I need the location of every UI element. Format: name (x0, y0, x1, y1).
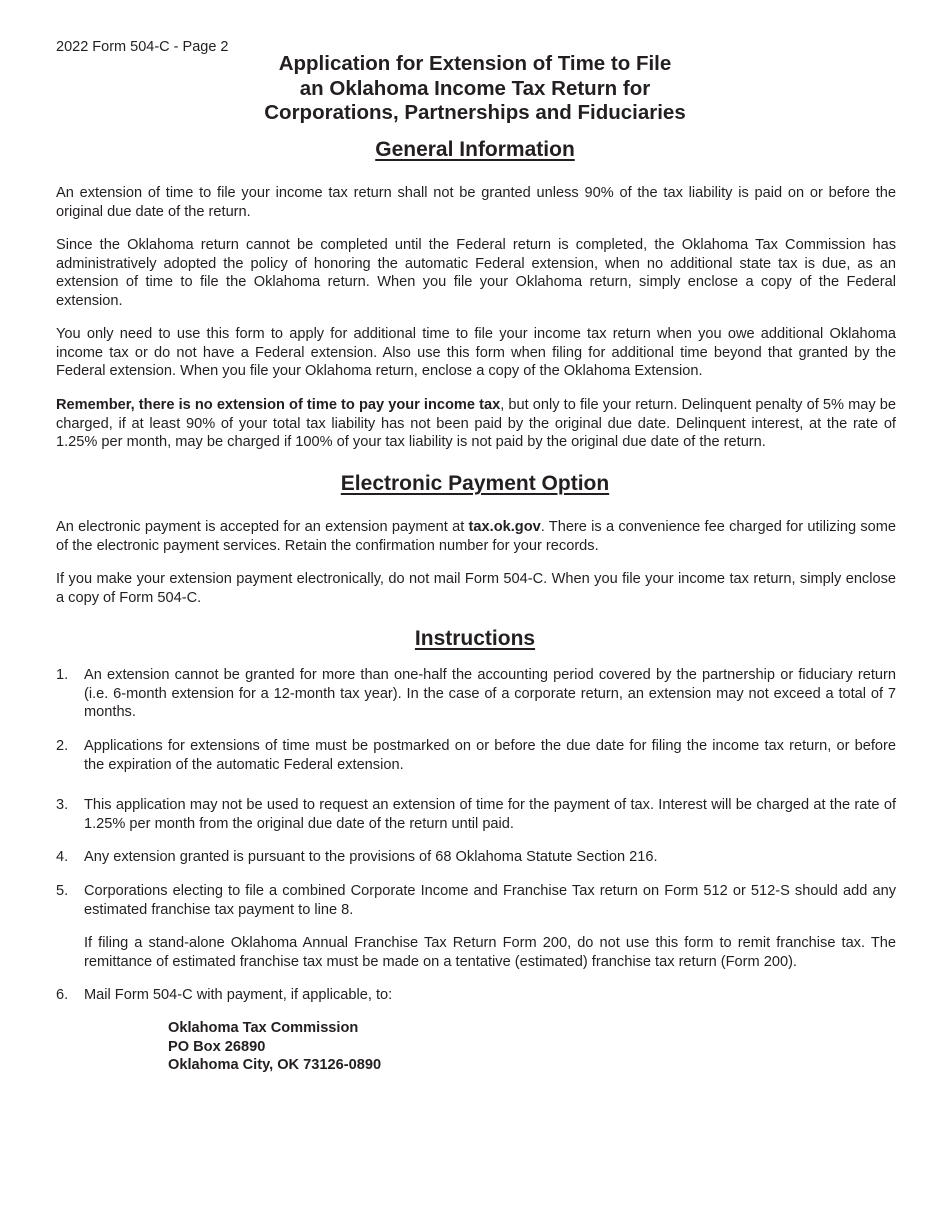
instruction-item-3 (56, 796, 896, 833)
instruction-item-4 (56, 848, 896, 867)
no-extension-to-pay-notice: Remember, there is no extension of time to pay your income tax (56, 397, 501, 413)
electronic-payment-paragraph-1 (56, 518, 896, 555)
title-line-2: an Oklahoma Income Tax Return for (299, 76, 651, 100)
mailing-address (168, 1019, 381, 1075)
page-label: 2022 Form 504-C - Page 2 (56, 39, 229, 55)
instruction-number: 1. (56, 667, 69, 683)
general-info-paragraph-4-rest: , but only to file your return. Delinquent penalty of 5% may be charged, if at least 90% of your total tax liability has not been paid by the original due date. Delinquent interest, at the rate of 1.25% per month, may be charged if 100% of your tax liability is not paid by the original due date of the return. (56, 397, 896, 451)
general-info-paragraph-2: Since the Oklahoma return cannot be completed until the Federal return is completed, the Oklahoma Tax Commission has administratively adopted the policy of honoring the automatic Federal extension, when no additional state tax is due, as an extension of time to file the Oklahoma return. When you file your Oklahoma return, simply enclose a copy of the Federal extension. (56, 237, 896, 310)
instruction-item-6 (56, 986, 896, 1005)
form-title (0, 52, 950, 126)
instruction-item-2 (56, 737, 896, 774)
electronic-payment-paragraph-2: If you make your extension payment electronically, do not mail Form 504-C. When you file your income tax return, simply enclose a copy of Form 504-C. (56, 571, 896, 606)
general-info-paragraph-3: You only need to use this form to apply for additional time to file your income tax return when you owe additional Oklahoma income tax or do not have a Federal extension. Also use this form when filing for additional time beyond that granted by the Federal extension. When you file your Oklahoma return, enclose a copy of the Oklahoma Extension. (56, 326, 896, 380)
instruction-number: 2. (56, 738, 69, 754)
instruction-text: Corporations electing to file a combined Corporate Income and Franchise Tax return on Form 512 or 512-S should add any estimated franchise tax payment to line 8. (84, 883, 896, 918)
address-line-1: Oklahoma Tax Commission (168, 1020, 359, 1036)
instructions-heading: Instructions (414, 627, 536, 650)
general-info-paragraph-1: An extension of time to file your income tax return shall not be granted unless 90% of the tax liability is paid on or before the original due date of the return. (56, 185, 896, 220)
address-line-2: PO Box 26890 (168, 1038, 266, 1055)
electronic-payment-heading: Electronic Payment Option (340, 472, 610, 495)
instruction-text: Any extension granted is pursuant to the provisions of 68 Oklahoma Statute Section 216. (84, 849, 658, 865)
tax-ok-gov-link[interactable]: tax.ok.gov (468, 519, 541, 535)
title-line-3: Corporations, Partnerships and Fiduciaries (264, 101, 686, 124)
instruction-item-1 (56, 666, 896, 722)
electronic-payment-text-start: An electronic payment is accepted for an extension payment at (56, 519, 469, 535)
instruction-item-5 (56, 882, 896, 919)
instruction-text: This application may not be used to request an extension of time for the payment of tax. Interest will be charged at the rate of 1.25% per month from the original due date of the return until paid. (84, 797, 896, 832)
title-line-1: Application for Extension of Time to File (278, 52, 672, 75)
electronic-payment-text-end: . There is a convenience fee charged for utilizing some of the electronic payment services. Retain the confirmation number for your records. (56, 519, 897, 554)
instruction-number: 3. (56, 797, 69, 813)
general-info-paragraph-4 (56, 396, 896, 452)
address-line-3: Oklahoma City, OK 73126-0890 (168, 1057, 382, 1074)
instruction-number: 4. (56, 849, 69, 865)
instruction-text: Applications for extensions of time must be postmarked on or before the due date for filing the income tax return, or before the expiration of the automatic Federal extension. (84, 738, 896, 773)
instruction-number: 6. (56, 987, 69, 1003)
instruction-item-5-franchise-note: If filing a stand-alone Oklahoma Annual Franchise Tax Return Form 200, do not use this form to remit franchise tax. The remittance of estimated franchise tax must be made on a tentative (estimated) franchise tax return (Form 200). (84, 935, 896, 970)
instruction-text: Mail Form 504-C with payment, if applicable, to: (84, 987, 393, 1003)
instruction-text: An extension cannot be granted for more than one-half the accounting period covered by the partnership or fiduciary return (i.e. 6-month extension for a 12-month tax year). In the case of a corporate return, an extension may not exceed a total of 7 months. (84, 667, 896, 721)
instruction-number: 5. (56, 883, 69, 899)
general-information-heading: General Information (375, 138, 575, 161)
